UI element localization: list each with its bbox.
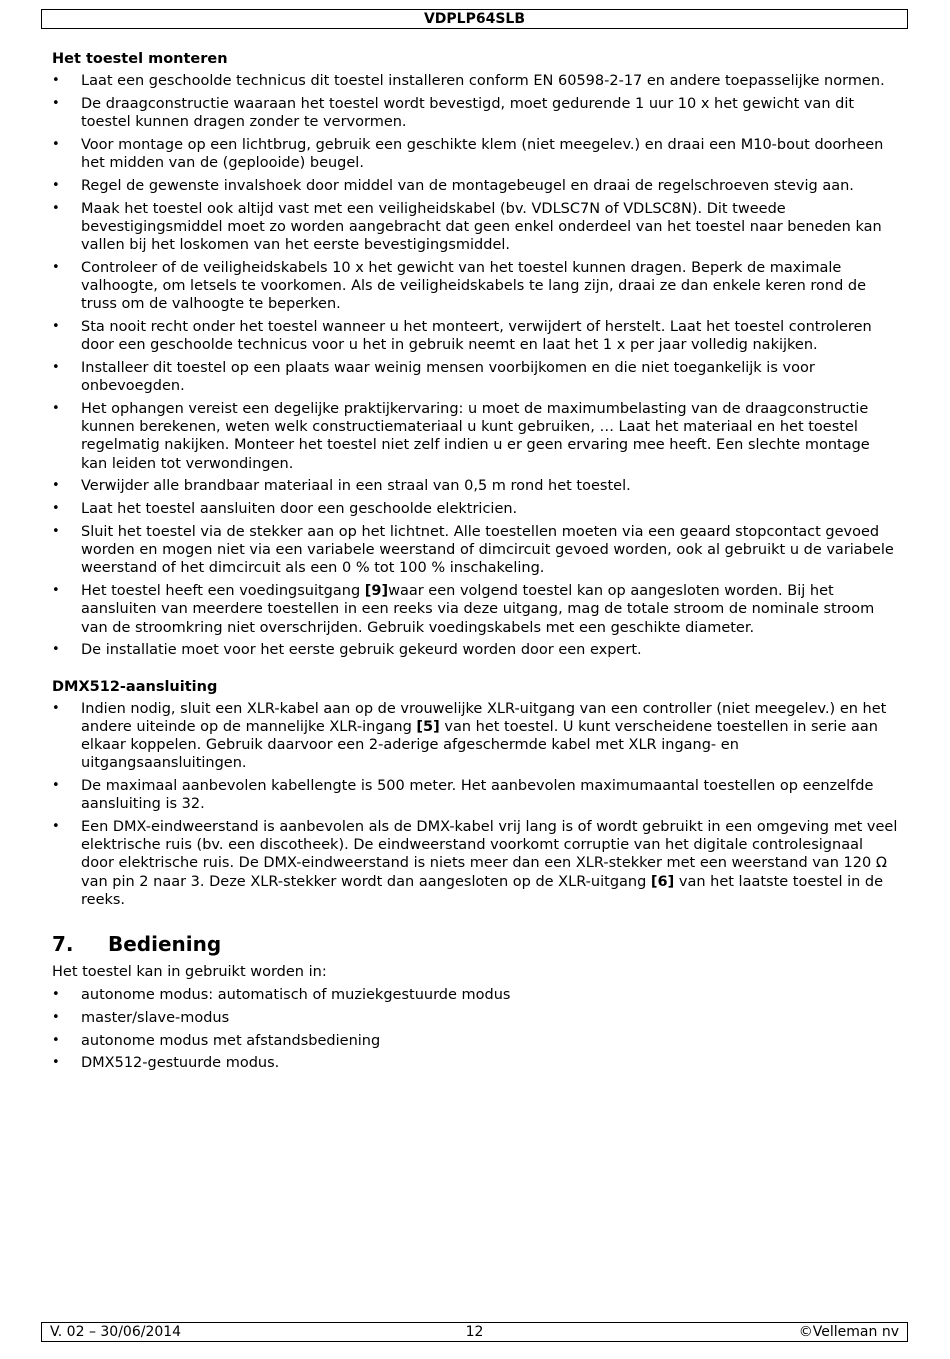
text: Een DMX-eindweerstand is aanbevolen als de DMX-kabel vrij lang is of wordt gebruikt in een omgeving met veel elektrische ruis (bv. een discotheek). De eindweerstand voorkomt corruptie van het digitale controlesignaal door elektrische ruis. De DMX-eindweerstand is niets meer dan een XLR-stekker met een weerstand van 120 Ω van pin 2 naar 3. Deze XLR-stekker wordt dan aangesloten op de XLR-uitgang	[81, 819, 898, 890]
list-item: • Maak het toestel ook altijd vast met een veiligheidskabel (bv. VDLSC7N of VDLSC8N). Dit tweede bevestigingsmiddel moet zo worden aangebracht dat geen enkel onderdeel van het toestel naar beneden kan vallen bij het loskomen van het eerste bevestigingsmiddel.	[52, 200, 900, 255]
model-name: VDPLP64SLB	[423, 11, 526, 27]
section-title-mounting: Het toestel monteren	[52, 51, 228, 67]
page-footer	[41, 1322, 908, 1342]
chapter-heading	[52, 931, 900, 957]
text: Het toestel heeft een voedingsuitgang	[81, 583, 365, 600]
copyright-label: ©Velleman nv	[798, 1324, 899, 1340]
list-item: • Sluit het toestel via de stekker aan op het lichtnet. Alle toestellen moeten via een geaard stopcontact gevoed worden en mogen niet via een variabele weerstand of dimcircuit gevoed worden, ook al gebruikt u de variabele weerstand of het dimcircuit als een 0 % tot 100 % inschakeling.	[52, 523, 900, 578]
list-item: • Sta nooit recht onder het toestel wanneer u het monteert, verwijdert of herstelt. Laat het toestel controleren door een geschoolde technicus voor u het in gebruik neemt en laat het 1 x per jaar volledig nakijken.	[52, 318, 900, 354]
mounting-list	[52, 72, 900, 660]
text: Indien nodig, sluit een XLR-kabel aan op de vrouwelijke XLR-uitgang van een controller (niet meegelev.) en het andere uiteinde op de mannelijke XLR-ingang	[81, 700, 887, 735]
text: waar een volgend toestel kan op aangesloten worden. Bij het aansluiten van meerdere toestellen in een reeks via deze uitgang, mag de totale stroom de nominale stroom van de stroomkring niet overschrijden. Gebruik voedingskabels met een geschikte diameter.	[81, 583, 875, 636]
list-item: • De draagconstructie waaraan het toestel wordt bevestigd, moet gedurende 1 uur 10 x het gewicht van dit toestel kunnen dragen zonder te vervormen.	[52, 95, 900, 131]
chapter-number: 7.	[52, 932, 74, 957]
list-item: • Voor montage op een lichtbrug, gebruik een geschikte klem (niet meegelev.) en draai een M10-bout doorheen het midden van de (geplooide) beugel.	[52, 136, 900, 172]
list-item: • Laat het toestel aansluiten door een geschoolde elektricien.	[52, 500, 900, 518]
list-item: • Verwijder alle brandbaar materiaal in een straal van 0,5 m rond het toestel.	[52, 477, 900, 495]
modes-list	[52, 986, 900, 1073]
text: van het laatste toestel in de reeks.	[81, 873, 884, 908]
list-item: • De maximaal aanbevolen kabellengte is 500 meter. Het aanbevolen maximumaantal toestellen op eenzelfde aansluiting is 32.	[52, 777, 900, 813]
list-item: • master/slave-modus	[52, 1009, 900, 1027]
list-item: • Het ophangen vereist een degelijke praktijkervaring: u moet de maximumbelasting van de draagconstructie kunnen berekenen, weten welk constructiemateriaal u kunt gebruiken, … Laat het materiaal en het toestel regelmatig nakijken. Monteer het toestel niet zelf indien u er geen ervaring mee heeft. Een slechte montage kan leiden tot verwondingen.	[52, 400, 900, 473]
page-number: 12	[465, 1324, 484, 1340]
list-item	[52, 818, 900, 909]
list-item: • autonome modus: automatisch of muziekgestuurde modus	[52, 986, 900, 1004]
ref-label: [5]	[416, 718, 440, 735]
list-item: • Laat een geschoolde technicus dit toestel installeren conform EN 60598-2-17 en andere toepasselijke normen.	[52, 72, 900, 90]
list-item: • Regel de gewenste invalshoek door middel van de montagebeugel en draai de regelschroeven stevig aan.	[52, 177, 900, 195]
version-label: V. 02 – 30/06/2014	[50, 1324, 182, 1340]
page-content	[52, 50, 900, 1077]
list-item: • Controleer of de veiligheidskabels 10 x het gewicht van het toestel kunnen dragen. Beperk de maximale valhoogte, om letsels te voorkomen. Als de veiligheidskabels te lang zijn, draai ze dan enkele keren rond de truss om de valhoogte te beperken.	[52, 259, 900, 314]
ref-label: [6]	[650, 873, 675, 890]
list-item: • autonome modus met afstandsbediening	[52, 1032, 900, 1050]
chapter-title: Bediening	[108, 932, 222, 957]
list-item: • DMX512-gestuurde modus.	[52, 1054, 900, 1072]
dmx-list	[52, 700, 900, 909]
page-header	[41, 9, 908, 29]
text: van het toestel. U kunt verscheidene toestellen in serie aan elkaar koppelen. Gebruik daarvoor een 2-aderige afgeschermde kabel met XLR ingang- en uitgangsaansluitingen.	[81, 718, 878, 772]
intro-text: Het toestel kan in gebruikt worden in:	[52, 964, 327, 981]
list-item	[52, 700, 900, 773]
section-title-dmx: DMX512-aansluiting	[52, 678, 218, 695]
ref-label: [9]	[364, 583, 389, 600]
list-item: • De installatie moet voor het eerste gebruik gekeurd worden door een expert.	[52, 641, 900, 659]
list-item	[52, 582, 900, 637]
list-item: • Installeer dit toestel op een plaats waar weinig mensen voorbijkomen en die niet toegankelijk is voor onbevoegden.	[52, 359, 900, 395]
